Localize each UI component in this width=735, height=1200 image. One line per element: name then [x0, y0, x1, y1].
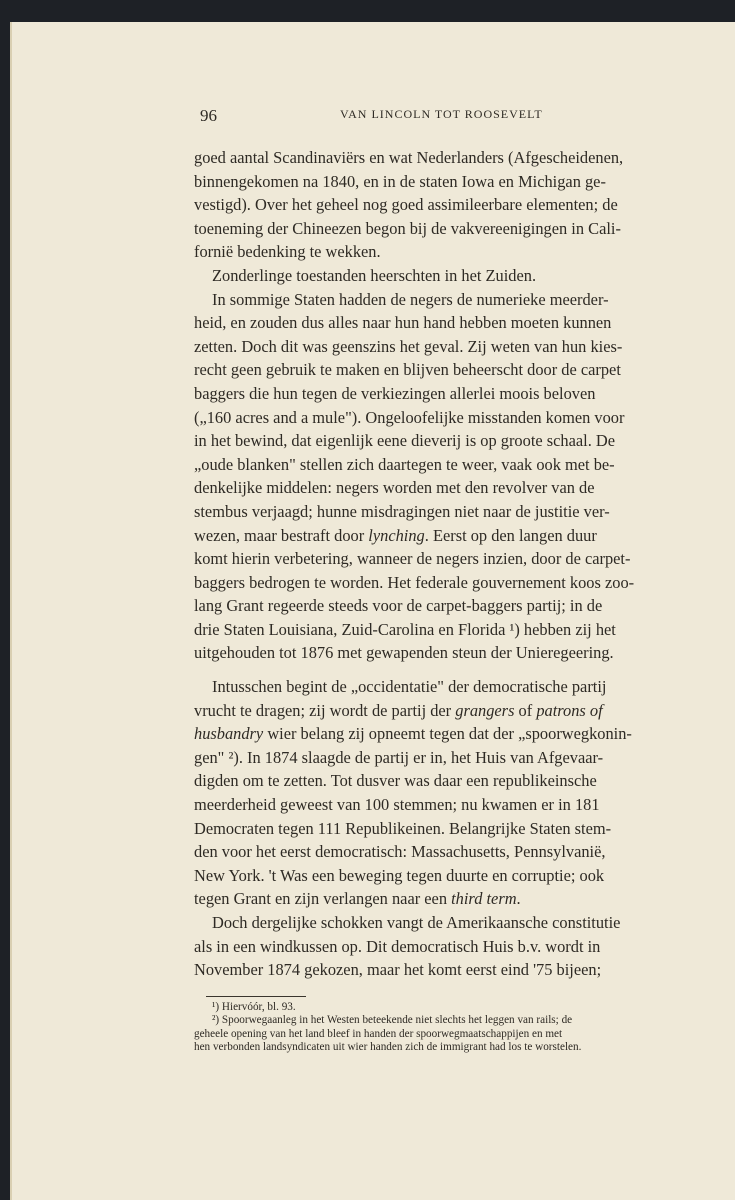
text-run: of: [514, 700, 537, 720]
text-run: wier belang zij opneemt tegen dat der „spoorwegkonin-: [263, 724, 632, 744]
footnote-1: ¹) Hiervóór, bl. 93.: [212, 1000, 296, 1013]
text-line: in het bewind, dat eigenlijk eene dieverij is op groote schaal. De: [194, 431, 616, 451]
text-line: recht geen gebruik te maken en blijven beheerscht door de carpet: [194, 360, 621, 380]
text-line: den voor het eerst democratisch: Massachusetts, Pennsylvanië,: [194, 842, 606, 862]
italic-term: grangers: [455, 700, 515, 720]
footnote-2-cont: geheele opening van het land bleef in handen der spoorwegmaatschappijen en met: [194, 1027, 563, 1040]
italic-term: third term: [451, 889, 517, 909]
text-line: [194, 746, 714, 770]
text-line: lang Grant regeerde steeds voor de carpet-baggers partij; in de: [194, 596, 603, 616]
paragraph-5: [194, 911, 714, 982]
italic-term: husbandry: [194, 724, 264, 744]
paragraph-2: [194, 264, 714, 288]
running-title: VAN LINCOLN TOT ROOSEVELT: [340, 107, 543, 121]
text-line: In sommige Staten hadden de negers de numerieke meerder-: [212, 289, 609, 309]
text-line: Intusschen begint de „occidentatie" der democratische partij: [212, 677, 607, 697]
text-line: Doch dergelijke schokken vangt de Amerikaansche constitutie: [212, 913, 621, 932]
footnote-ref: ¹): [509, 619, 520, 639]
text-line: als in een windkussen op. Dit democratisch Huis b.v. wordt in: [194, 936, 601, 956]
text-line: [194, 618, 714, 642]
text-run: . In 1874 slaagde de partij er in, het Huis van Afgevaar-: [238, 747, 604, 767]
text-line: Democraten tegen 111 Republikeinen. Belangrijke Staten stem-: [194, 818, 612, 838]
page-header: [194, 104, 714, 126]
paragraph-3: [194, 288, 714, 666]
text-line: goed aantal Scandinaviërs en wat Nederlanders (Afgescheidenen,: [194, 148, 624, 167]
text-line: New York. 't Was een beweging tegen duurte en corruptie; ook: [194, 865, 605, 885]
text-line: heid, en zouden dus alles naar hun hand hebben moeten kunnen: [194, 313, 612, 333]
text-line: fornië bedenking te wekken.: [194, 242, 381, 262]
text-line: komt hierin verbetering, wanneer de negers inzien, door de carpet-: [194, 549, 631, 569]
text-line: meerderheid geweest van 100 stemmen; nu kwamen er in 181: [194, 795, 600, 815]
page-number: 96: [200, 106, 217, 125]
section-gap: [194, 665, 714, 675]
text-line: binnengekomen na 1840, en in de staten Iowa en Michigan ge-: [194, 171, 606, 191]
text-run: .: [516, 889, 521, 909]
text-line: [194, 722, 714, 746]
text-line: [194, 524, 714, 548]
text-line: denkelijke middelen: negers worden met den revolver van de: [194, 478, 595, 498]
text-run: gen": [194, 747, 229, 767]
footnote-2-cont: hen verbonden landsyndicaten uit wier handen zich de immigrant had los te worstelen.: [194, 1041, 582, 1054]
text-line: toeneming der Chineezen begon bij de vakvereenigingen in Cali-: [194, 218, 621, 238]
text-line: zetten. Doch dit was geenszins het geval. Zij weten van hun kies-: [194, 336, 623, 356]
paragraph-4: [194, 675, 714, 911]
footnote-2: ²) Spoorwegaanleg in het Westen beteekende niet slechts het leggen van rails; de: [212, 1014, 573, 1027]
text-line: [194, 887, 714, 911]
italic-term: lynching: [368, 525, 425, 545]
text-run: tegen Grant en zijn verlangen naar een: [194, 889, 452, 909]
footnotes: [194, 1001, 714, 1055]
text-run: hebben zij het: [519, 619, 616, 639]
text-line: („160 acres and a mule"). Ongeloofelijke misstanden komen voor: [194, 407, 625, 427]
text-run: drie Staten Louisiana, Zuid-Carolina en Florida: [194, 619, 510, 639]
page-content: [194, 104, 714, 1055]
italic-term: patrons of: [536, 700, 603, 720]
text-line: baggers bedrogen te worden. Het federale gouvernement koos zoo-: [194, 572, 635, 592]
text-line: digden om te zetten. Tot dusver was daar een republikeinsche: [194, 771, 597, 791]
text-line: November 1874 gekozen, maar het komt eerst eind '75 bijeen;: [194, 960, 602, 980]
body-text: [194, 146, 714, 982]
book-page: [10, 22, 735, 1200]
paragraph-1: [194, 146, 714, 264]
text-line: vestigd). Over het geheel nog goed assimileerbare elementen; de: [194, 195, 618, 215]
text-line: stembus verjaagd; hunne misdragingen niet naar de justitie ver-: [194, 501, 610, 521]
text-line: Zonderlinge toestanden heerschten in het Zuiden.: [212, 265, 537, 285]
text-line: [194, 699, 714, 723]
text-run: . Eerst op den langen duur: [424, 525, 597, 545]
text-line: baggers die hun tegen de verkiezingen allerlei moois beloven: [194, 383, 596, 403]
text-line: uitgehouden tot 1876 met gewapenden steun der Unieregeering.: [194, 643, 614, 663]
text-run: vrucht te dragen; zij wordt de partij der: [194, 700, 456, 720]
text-line: „oude blanken" stellen zich daartegen te weer, vaak ook met be-: [194, 454, 615, 474]
text-run: wezen, maar bestraft door: [194, 525, 369, 545]
footnote-rule: [206, 996, 306, 997]
footnote-ref: ²): [228, 747, 239, 767]
